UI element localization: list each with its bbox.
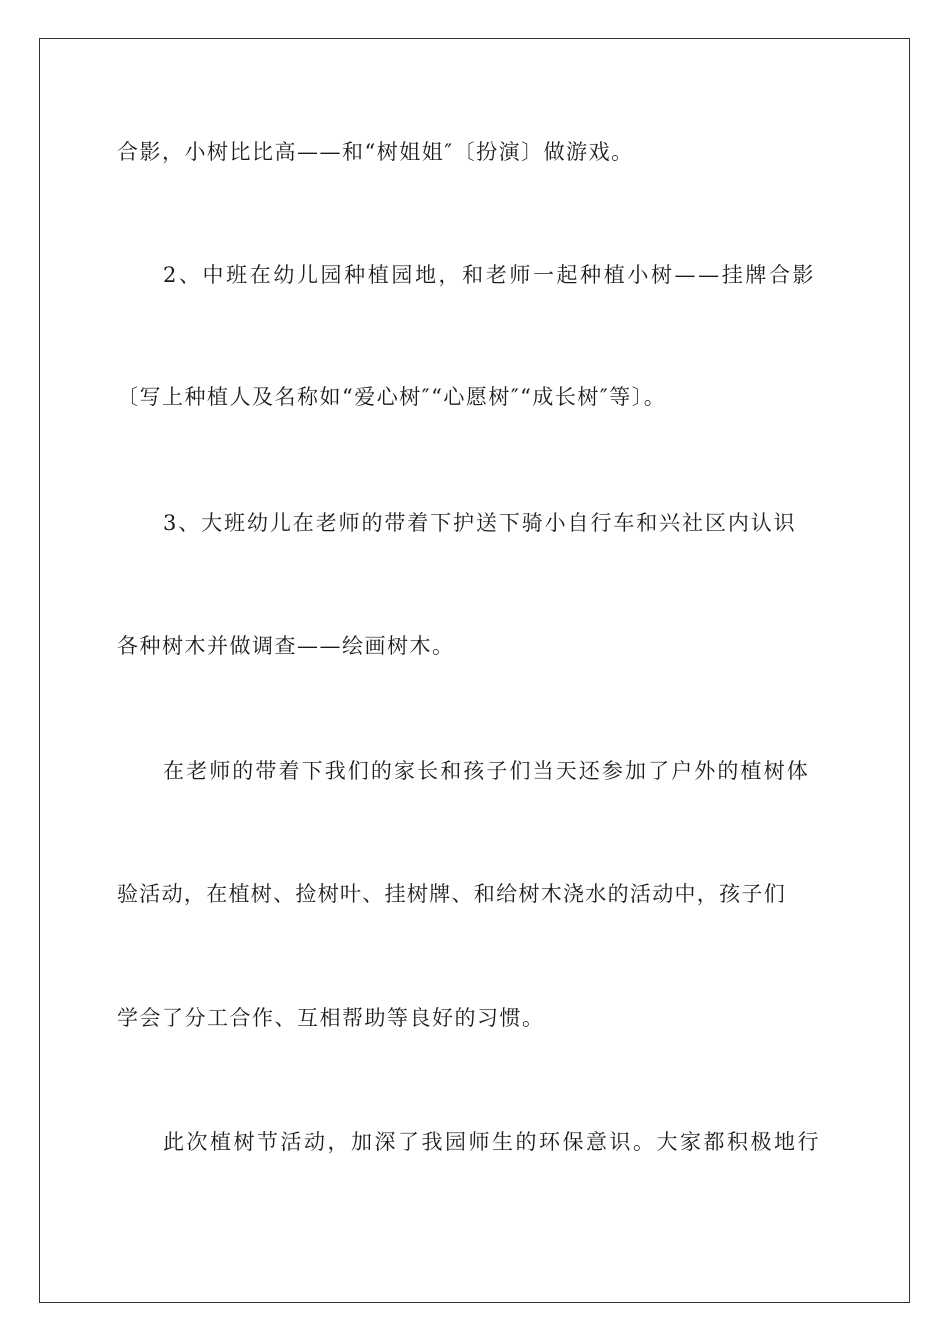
text-line-4: 3、大班幼儿在老师的带着下护送下骑小自行车和兴社区内认识 [163, 511, 797, 535]
text-line-6: 在老师的带着下我们的家长和孩子们当天还参加了户外的植树体 [163, 759, 810, 783]
text-line-7: 验活动，在植树、捡树叶、挂树牌、和给树木浇水的活动中，孩子们 [117, 882, 786, 906]
text-line-9: 此次植树节活动，加深了我园师生的环保意识。大家都积极地行 [163, 1130, 821, 1154]
text-line-3: 〔写上种植人及名称如“爱心树″“心愿树″“成长树″等〕。 [117, 385, 667, 409]
text-line-8: 学会了分工合作、互相帮助等良好的习惯。 [117, 1006, 545, 1030]
text-line-5: 各种树木并做调查——绘画树木。 [117, 634, 455, 658]
text-line-1: 合影，小树比比高——和“树姐姐″〔扮演〕做游戏。 [117, 140, 634, 164]
text-line-2: 2、中班在幼儿园种植园地，和老师一起种植小树——挂牌合影 [163, 263, 817, 287]
page-border [39, 38, 910, 1303]
